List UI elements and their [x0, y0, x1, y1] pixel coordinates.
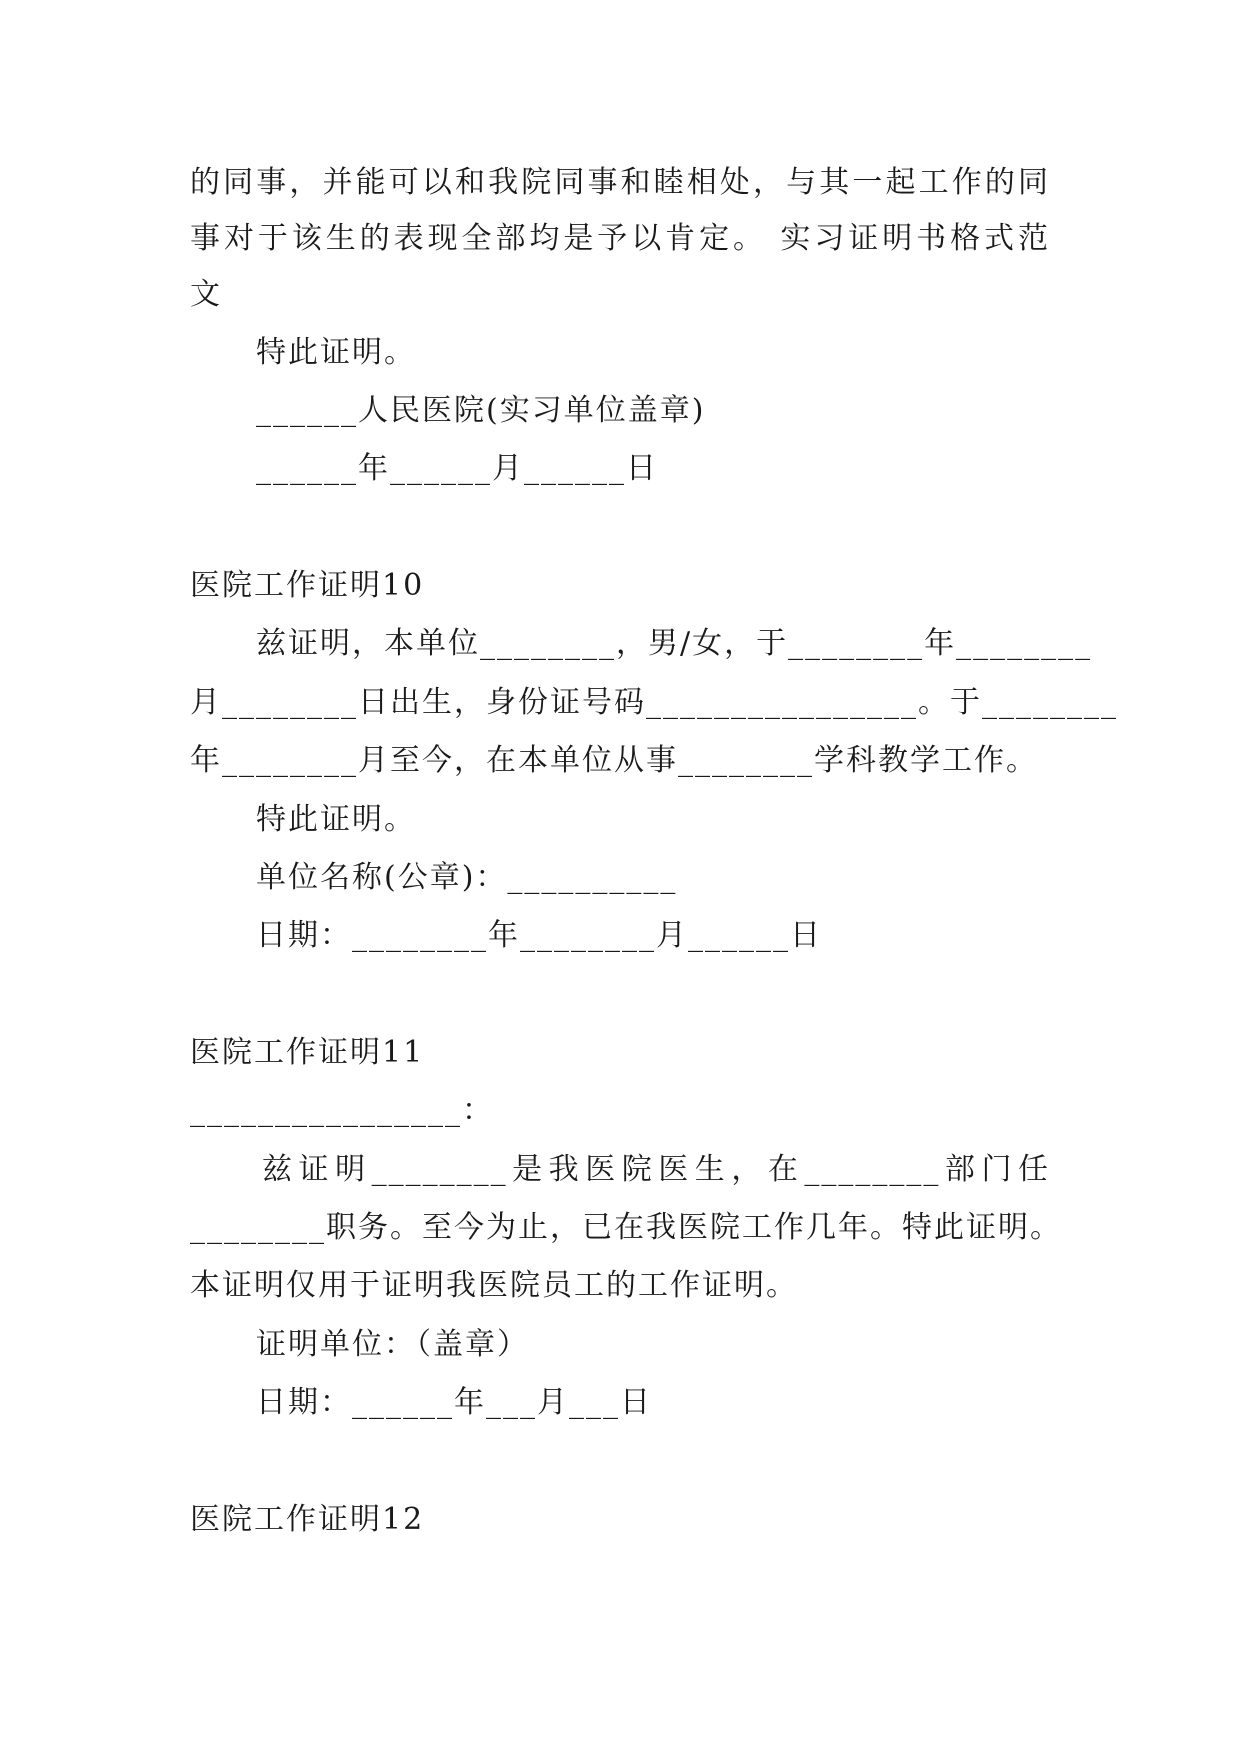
date-line: ______年______月______日 [256, 451, 658, 486]
paragraph-line: 文 [190, 277, 222, 312]
section-heading: 医院工作证明10 [190, 568, 425, 603]
unit-name-line: 单位名称(公章)：__________ [256, 860, 678, 895]
paragraph-line: 事对于该生的表现全部均是予以肯定。 实习证明书格式范 [190, 221, 1050, 256]
date-line: 日期：________年________月______日 [256, 918, 822, 953]
section-heading: 医院工作证明12 [190, 1502, 425, 1537]
recipient-line: ________________： [190, 1093, 494, 1128]
paragraph-line: 月________日出生，身份证号码________________。于________ [190, 685, 1118, 720]
paragraph-line: 兹证明________是我医院医生，在________部门任 [262, 1152, 1050, 1187]
section-heading: 医院工作证明11 [190, 1035, 425, 1070]
paragraph-line: ________职务。至今为止，已在我医院工作几年。特此证明。 [190, 1210, 1062, 1245]
issuer-line: 证明单位：（盖章） [256, 1327, 529, 1362]
seal-line: ______人民医院(实习单位盖章) [256, 393, 706, 428]
certify-text: 特此证明。 [256, 802, 416, 837]
date-line: 日期：______年___月___日 [256, 1385, 652, 1420]
paragraph-line: 的同事，并能可以和我院同事和睦相处，与其一起工作的同 [190, 165, 1050, 200]
paragraph-line: 年________月至今，在本单位从事________学科教学工作。 [190, 743, 1038, 778]
paragraph-line: 本证明仅用于证明我医院员工的工作证明。 [190, 1268, 798, 1303]
paragraph-line: 兹证明，本单位________，男/女，于________年________ [256, 626, 1093, 661]
certify-text: 特此证明。 [256, 335, 416, 370]
